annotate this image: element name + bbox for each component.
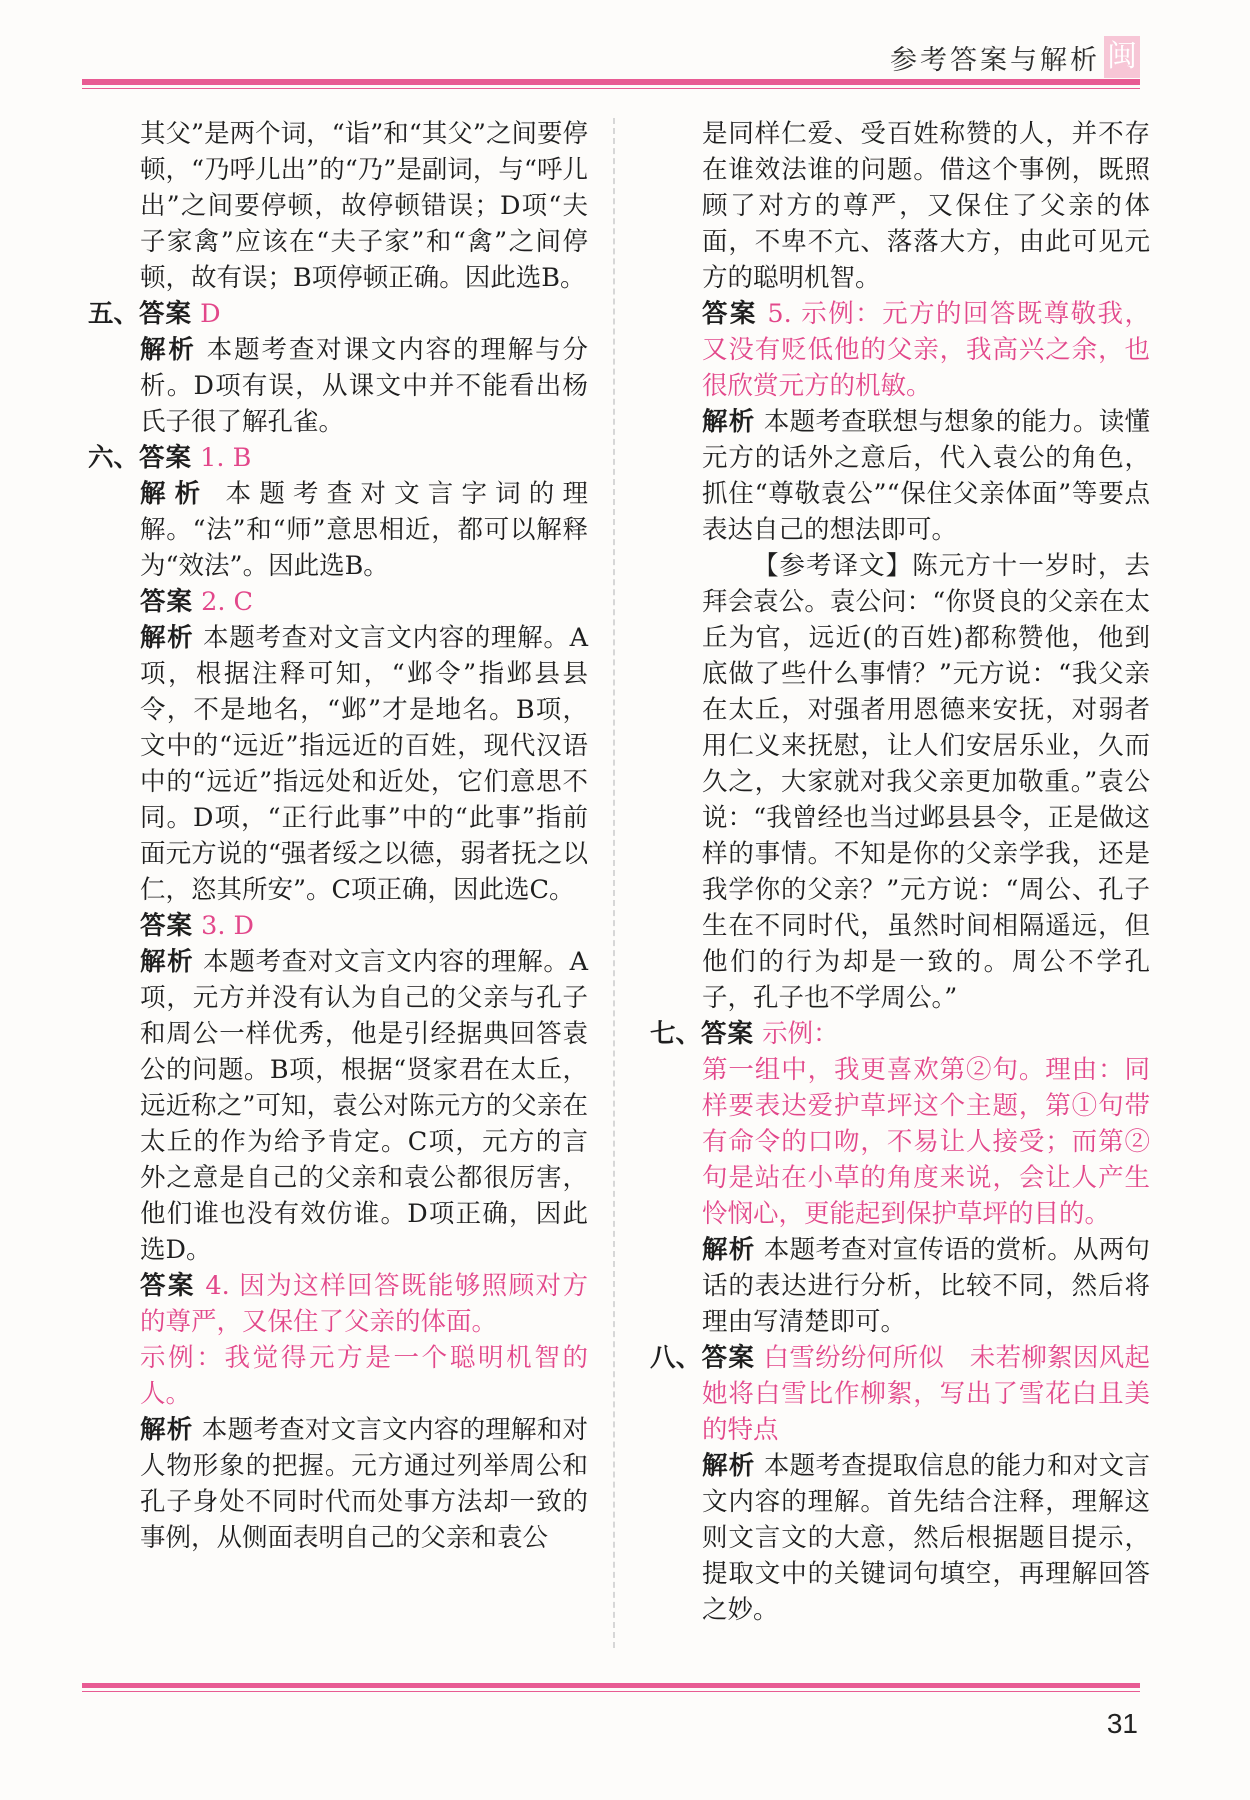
q6-answer-1: 六、答案 1. B <box>88 443 252 473</box>
right-continuation: 是同样仁爱、受百姓称赞的人，并不存在谁效法谁的问题。借这个事例，既照顾了对方的尊严，又保住了父亲的体面，不卑不亢、落落大方，由此可见元方的聪明机智。 <box>702 119 1150 293</box>
column-divider <box>613 118 615 1648</box>
q5-answer: 五、答案 D <box>88 299 221 329</box>
q6-analysis-1: 解析 本题考查对文言字词的理解。“法”和“师”意思相近，都可以解释为“效法”。因此选B。 <box>140 479 588 581</box>
header-badge: 闽 <box>1104 36 1140 78</box>
right-column <box>650 116 1176 1628</box>
q6-analysis-2: 解析 本题考查对文言文内容的理解。A项，根据注释可知，“邺令”指邺县县令，不是地名，“邺”才是地名。B项，文中的“远近”指远近的百姓，现代汉语中的“远近”指远处和近处，它们意思不同。D项，“正行此事”中的“此事”指前面元方说的“强者绥之以德，弱者抚之以仁，恣其所安”。C项正确，因此选C。 <box>140 623 588 905</box>
q5-analysis: 解析 本题考查对课文内容的理解与分析。D项有误，从课文中并不能看出杨氏子很了解孔雀。 <box>140 335 588 437</box>
left-continuation: 其父”是两个词，“诣”和“其父”之间要停顿，“乃呼儿出”的“乃”是副词，与“呼儿出”之间要停顿，故停顿错误；D项“夫子家禽”应该在“夫子家”和“禽”之间停顿，故有误；B项停顿正确。因此选B。 <box>140 119 588 293</box>
reference-translation: 【参考译文】陈元方十一岁时，去拜会袁公。袁公问：“你贤良的父亲在太丘为官，远近(的百姓)都称赞他，他到底做了些什么事情？”元方说：“我父亲在太丘，对强者用恩德来安抚，对弱者用仁义来抚慰，让人们安居乐业，久而久之，大家就对我父亲更加敬重。”袁公说：“我曾经也当过邺县县令，正是做这样的事情。不知是你的父亲学我，还是我学你的父亲？”元方说：“周公、孔子生在不同时代，虽然时间相隔遥远，但他们的行为却是一致的。周公不学孔子，孔子也不学周公。” <box>702 551 1150 1013</box>
page-number: 31 <box>1106 1708 1138 1739</box>
q6-answer-5: 答案 5. 示例：元方的回答既尊敬我，又没有贬低他的父亲，我高兴之余，也很欣赏元方的机敏。 <box>702 299 1150 401</box>
footer-rule-thin <box>82 1691 1140 1692</box>
q6-answer-2: 答案 2. C <box>140 587 254 617</box>
q7-answer: 第一组中，我更喜欢第②句。理由：同样要表达爱护草坪这个主题，第①句带有命令的口吻，不易让人接受；而第②句是站在小草的角度来说，会让人产生怜悯心，更能起到保护草坪的目的。 <box>702 1055 1150 1229</box>
q7-analysis: 解析 本题考查对宣传语的赏析。从两句话的表达进行分析，比较不同，然后将理由写清楚即可。 <box>702 1235 1150 1337</box>
header-title: 参考答案与解析 <box>890 45 1100 76</box>
header-rule-thin <box>82 88 1140 89</box>
q8-answer: 八、答案 白雪纷纷何所似 未若柳絮因风起 她将白雪比作柳絮，写出了雪花白且美的特点 <box>650 1343 1176 1445</box>
header-rule <box>82 79 1140 85</box>
q6-answer-3: 答案 3. D <box>140 911 255 941</box>
q6-analysis-5: 解析 本题考查联想与想象的能力。读懂元方的话外之意后，代入袁公的角色，抓住“尊敬袁公”“保住父亲体面”等要点表达自己的想法即可。 <box>702 407 1150 545</box>
q6-analysis-3: 解析 本题考查对文言文内容的理解。A项，元方并没有认为自己的父亲与孔子和周公一样优秀，他是引经据典回答袁公的问题。B项，根据“贤家君在太丘，远近称之”可知，袁公对陈元方的父亲在太丘的作为给予肯定。C项，元方的言外之意是自己的父亲和袁公都很厉害，他们谁也没有效仿谁。D项正确，因此选D。 <box>140 947 588 1265</box>
q6-analysis-4: 解析 本题考查对文言文内容的理解和对人物形象的把握。元方通过列举周公和孔子身处不同时代而处事方法却一致的事例，从侧面表明自己的父亲和袁公 <box>140 1415 588 1553</box>
left-column <box>88 116 588 1556</box>
q6-answer-4: 答案 4. 因为这样回答既能够照顾对方的尊严，又保住了父亲的体面。 <box>140 1271 588 1337</box>
footer-rule <box>82 1683 1140 1688</box>
q6-answer-4-example: 示例：我觉得元方是一个聪明机智的人。 <box>140 1343 588 1409</box>
q7-answer-header: 七、答案 示例： <box>650 1019 839 1049</box>
q8-analysis: 解析 本题考查提取信息的能力和对文言文内容的理解。首先结合注释，理解这则文言文的大意，然后根据题目提示，提取文中的关键词句填空，再理解回答之妙。 <box>702 1451 1150 1625</box>
